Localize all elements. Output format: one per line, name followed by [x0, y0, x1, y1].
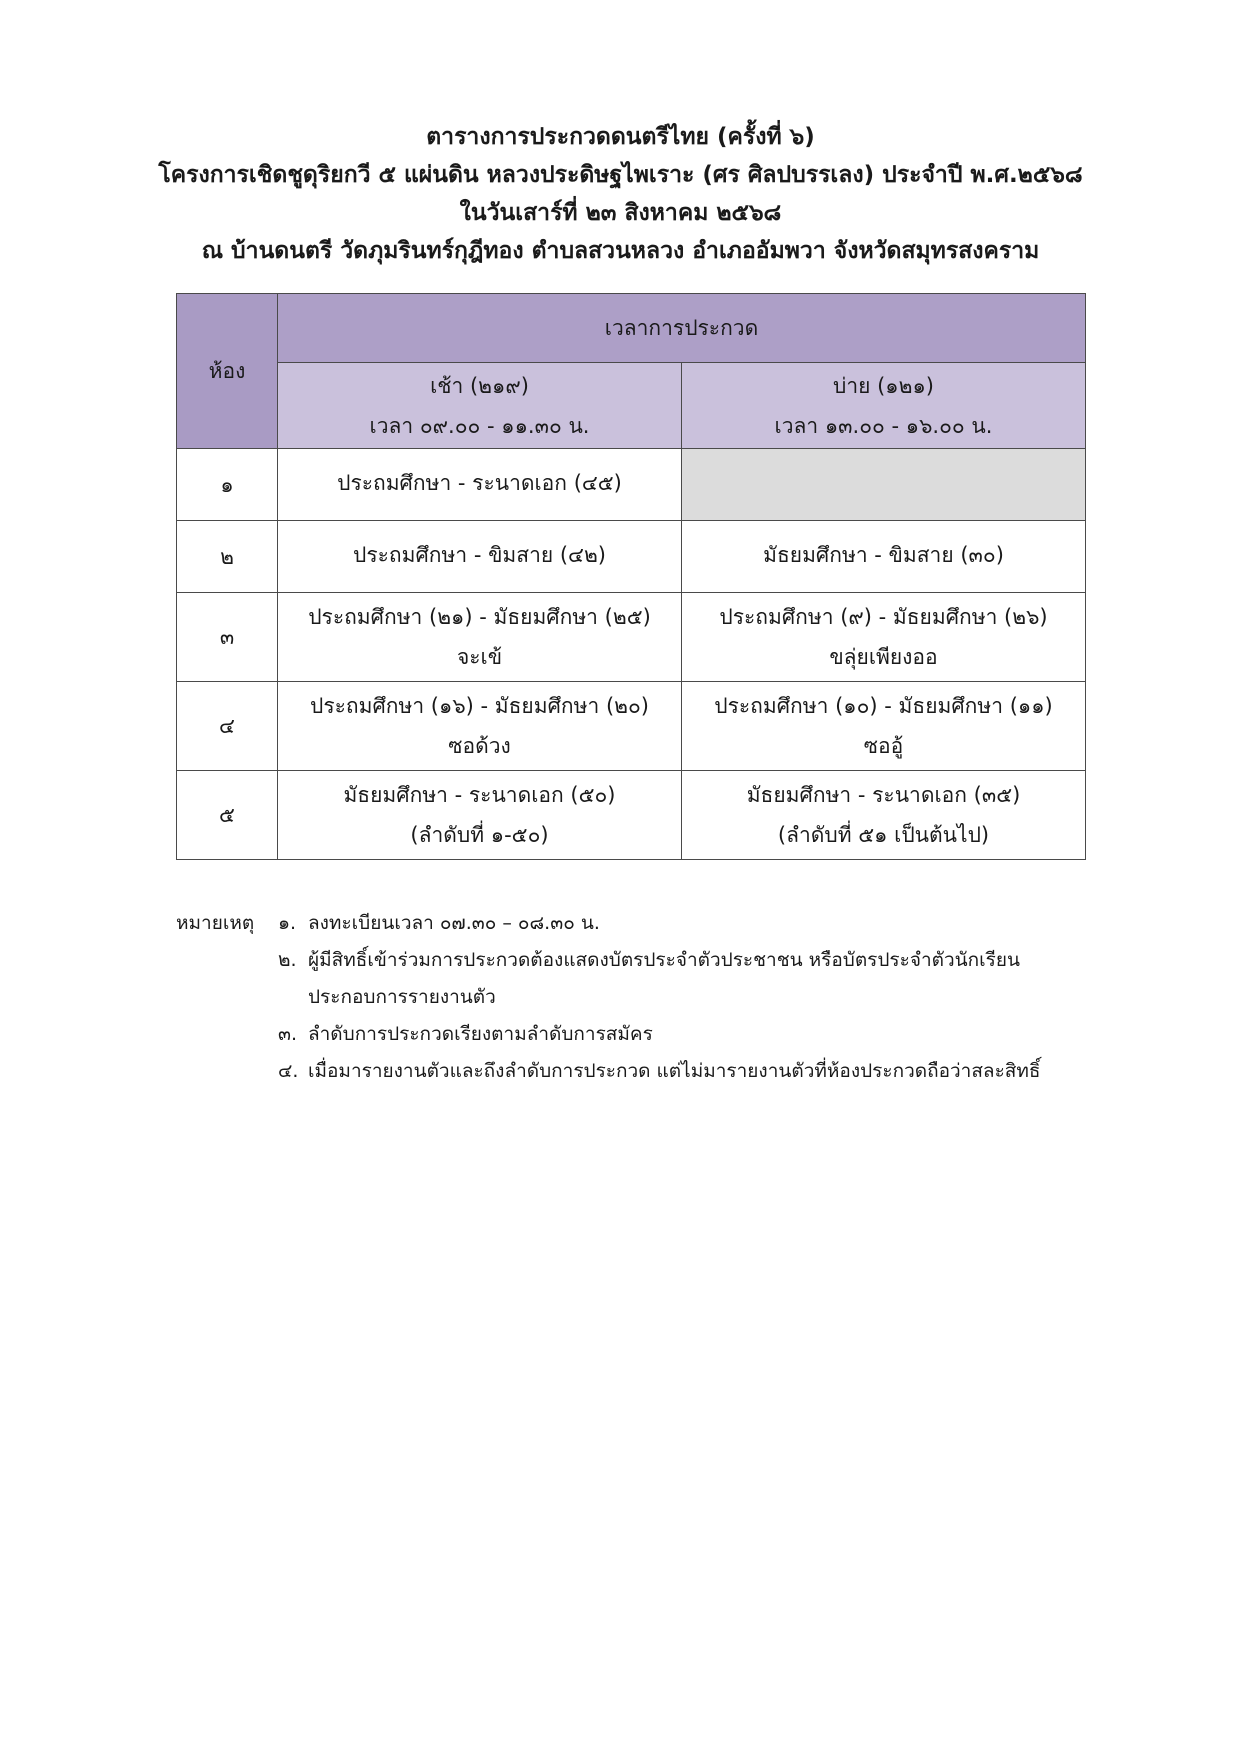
table-row	[177, 593, 1086, 682]
note-line: ลำดับการประกวดเรียงตามลำดับการสมัคร	[308, 1023, 653, 1045]
afternoon-cell	[682, 593, 1086, 682]
cell-line: ประถมศึกษา - ขิมสาย (๔๒)	[353, 542, 606, 567]
cell-line: มัธยมศึกษา - ระนาดเอก (๕๐)	[343, 783, 616, 807]
afternoon-column-header	[682, 363, 1086, 449]
morning-cell	[278, 771, 682, 860]
note-text	[308, 942, 1138, 1016]
note-item	[278, 1053, 1138, 1090]
instrument-name: จะเข้	[456, 645, 503, 669]
cell-line: ประถมศึกษา - ระนาดเอก (๔๕)	[337, 470, 622, 495]
note-text	[308, 1016, 1138, 1053]
instrument-name: ซอด้วง	[448, 734, 511, 758]
room-number: ๕	[177, 771, 278, 860]
note-line: เมื่อมารายงานตัวและถึงลำดับการประกวด แต่ไม่มารายงานตัวที่ห้องประกวดถือว่าสละสิทธิ์	[308, 1060, 1041, 1082]
note-number: ๑.	[278, 912, 297, 934]
notes-list	[278, 905, 1138, 1090]
afternoon-cell	[682, 521, 1086, 593]
afternoon-label: บ่าย (๑๒๑)	[833, 373, 934, 398]
morning-time: เวลา ๐๙.๐๐ - ๑๑.๓๐ น.	[369, 413, 590, 438]
order-range: (ลำดับที่ ๕๑ เป็นต้นไป)	[777, 823, 990, 847]
note-number: ๓.	[278, 1023, 298, 1045]
room-column-header: ห้อง	[177, 294, 278, 449]
note-line: ลงทะเบียนเวลา ๐๗.๓๐ – ๐๘.๓๐ น.	[308, 912, 600, 934]
note-text	[308, 905, 1138, 942]
morning-column-header	[278, 363, 682, 449]
afternoon-cell	[682, 682, 1086, 771]
cell-line: มัธยมศึกษา - ขิมสาย (๓๐)	[763, 542, 1004, 567]
note-item	[278, 942, 1138, 1016]
morning-cell	[278, 521, 682, 593]
table-row	[177, 521, 1086, 593]
cell-line: มัธยมศึกษา - ระนาดเอก (๓๕)	[746, 783, 1021, 807]
morning-cell	[278, 593, 682, 682]
table-row	[177, 771, 1086, 860]
event-venue: ณ บ้านดนตรี วัดภุมรินทร์กุฎีทอง ตำบลสวนหลวง อำเภออัมพวา จังหวัดสมุทรสงคราม	[201, 238, 1040, 264]
document-title: ตารางการประกวดดนตรีไทย (ครั้งที่ ๖)	[426, 124, 815, 150]
table-row	[177, 682, 1086, 771]
room-number: ๑	[177, 449, 278, 521]
table-row	[177, 449, 1086, 521]
instrument-name: ซออู้	[863, 734, 904, 758]
note-item	[278, 1016, 1138, 1053]
document-header	[0, 118, 1241, 270]
morning-label: เช้า (๒๑๙)	[430, 373, 529, 398]
note-line: ประกอบการรายงานตัว	[308, 986, 496, 1008]
schedule-table	[176, 293, 1086, 860]
empty-cell	[682, 449, 1086, 521]
cell-line: ประถมศึกษา (๒๑) - มัธยมศึกษา (๒๕)	[308, 605, 651, 629]
note-text	[308, 1053, 1138, 1090]
afternoon-time: เวลา ๑๓.๐๐ - ๑๖.๐๐ น.	[774, 413, 993, 438]
morning-cell	[278, 682, 682, 771]
cell-line: ประถมศึกษา (๑๐) - มัธยมศึกษา (๑๑)	[714, 694, 1053, 718]
morning-cell	[278, 449, 682, 521]
competition-time-header: เวลาการประกวด	[278, 294, 1086, 363]
event-date: ในวันเสาร์ที่ ๒๓ สิงหาคม ๒๕๖๘	[459, 200, 782, 226]
cell-line: ประถมศึกษา (๙) - มัธยมศึกษา (๒๖)	[719, 605, 1048, 629]
note-number: ๔.	[278, 1060, 299, 1082]
instrument-name: ขลุ่ยเพียงออ	[829, 645, 938, 669]
room-number: ๔	[177, 682, 278, 771]
room-number: ๓	[177, 593, 278, 682]
notes-label: หมายเหตุ	[176, 912, 255, 934]
note-number: ๒.	[278, 949, 297, 971]
cell-line: ประถมศึกษา (๑๖) - มัธยมศึกษา (๒๐)	[310, 694, 649, 718]
afternoon-cell	[682, 771, 1086, 860]
project-name: โครงการเชิดชูดุริยกวี ๕ แผ่นดิน หลวงประดิษฐไพเราะ (ศร ศิลปบรรเลง) ประจำปี พ.ศ.๒๕๖๘	[158, 162, 1083, 188]
order-range: (ลำดับที่ ๑-๕๐)	[410, 823, 549, 847]
room-number: ๒	[177, 521, 278, 593]
note-item	[278, 905, 1138, 942]
note-line: ผู้มีสิทธิ์เข้าร่วมการประกวดต้องแสดงบัตรประจำตัวประชาชน หรือบัตรประจำตัวนักเรียน	[308, 949, 1020, 971]
